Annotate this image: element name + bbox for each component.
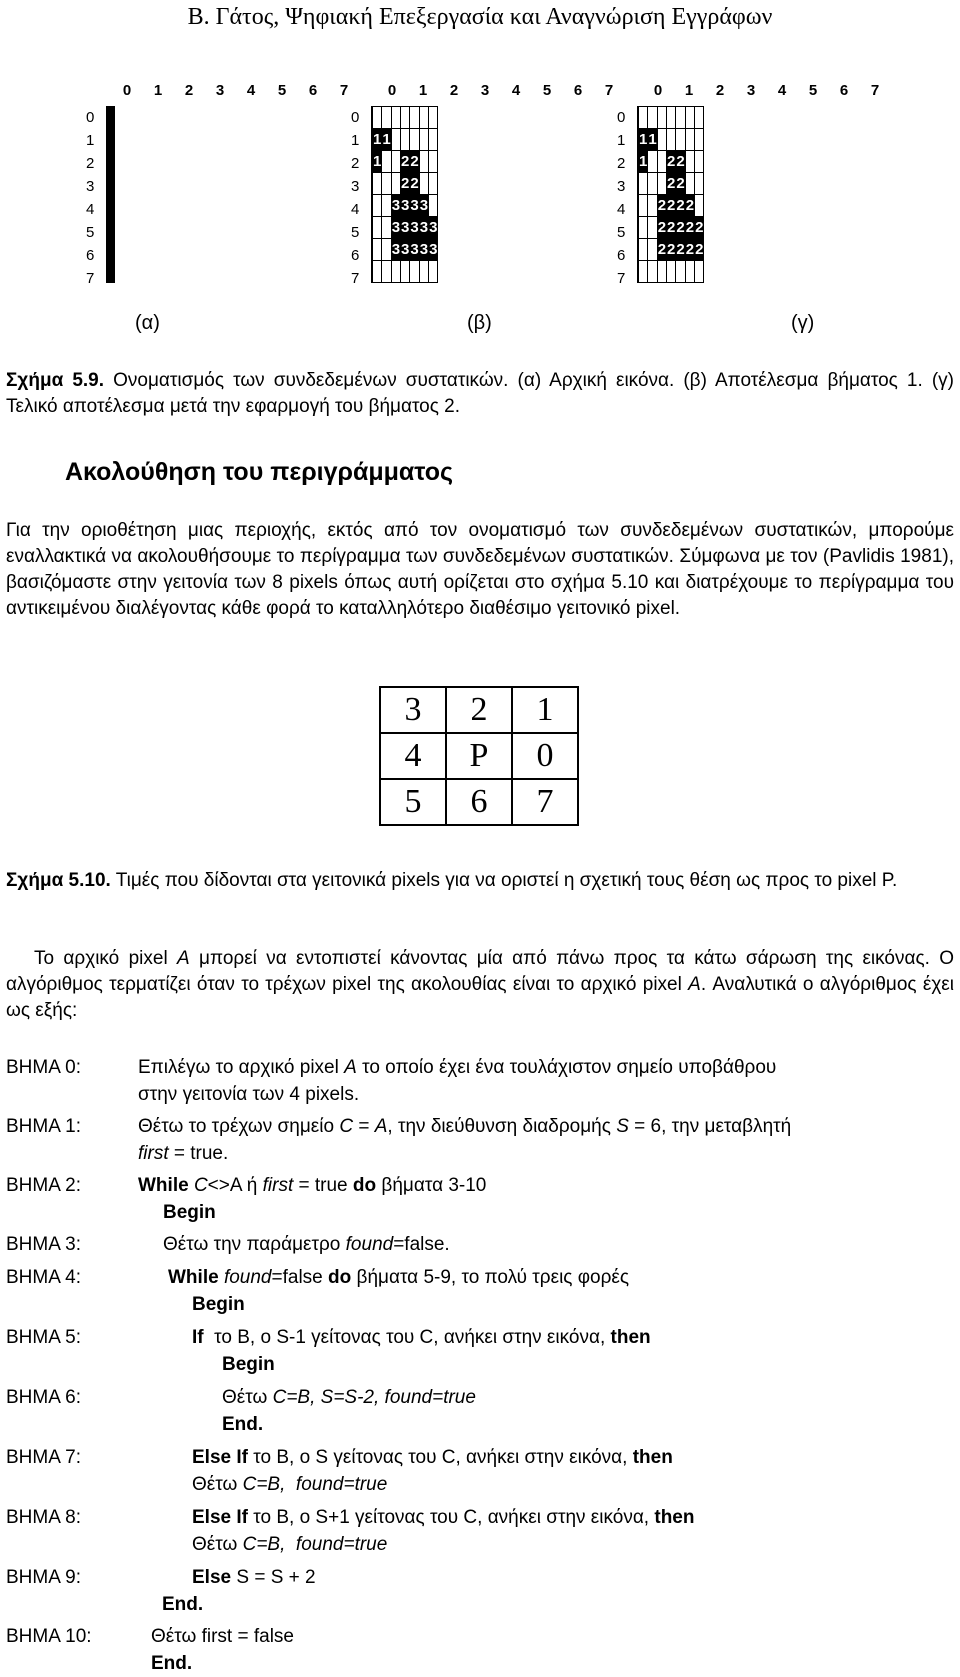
row-label: 2 [351, 155, 360, 172]
keyword: then [632, 1447, 673, 1468]
paragraph-2 [6, 946, 954, 1024]
pixel-cell [685, 151, 694, 173]
pixel-cell [373, 173, 382, 195]
pixel-cell: 3 [401, 195, 410, 217]
neighbor-cell: 1 [512, 687, 578, 733]
pixel-cell: 2 [410, 151, 419, 173]
pixel-grid [637, 106, 704, 283]
pixel-cell [429, 195, 438, 217]
row-label: 3 [86, 178, 95, 195]
row-label: 2 [86, 155, 95, 172]
pixel-cell [382, 107, 391, 129]
step-line [192, 1471, 956, 1498]
step-line [192, 1531, 956, 1558]
pixel-cell [429, 261, 438, 283]
step-text: Θέτω [222, 1387, 273, 1408]
step-text: το οποίο έχει ένα τουλάχιστον σημείο υποβάθρου [356, 1057, 777, 1078]
keyword: If [192, 1327, 204, 1348]
neighbor-table [379, 686, 579, 826]
step-line [138, 1172, 956, 1199]
step-var: found [218, 1267, 272, 1288]
pixel-cell [639, 173, 648, 195]
step-body [168, 1264, 956, 1318]
neighbor-cell: 6 [446, 779, 512, 825]
pixel-cell: 2 [685, 195, 694, 217]
pixel-cell [401, 107, 410, 129]
step-text: =false [271, 1267, 329, 1288]
pixel-cell [639, 261, 648, 283]
pixel-cell [382, 173, 391, 195]
step-line [222, 1384, 956, 1411]
pixel-cell: 2 [667, 217, 676, 239]
step-label: ΒΗΜΑ 10: [6, 1626, 92, 1647]
step-body [138, 1054, 956, 1108]
pixel-cell [639, 217, 648, 239]
pixel-cell [676, 261, 685, 283]
step-label: ΒΗΜΑ 0: [6, 1057, 81, 1078]
pixel-cell: 3 [401, 239, 410, 261]
figure-5-10-text: Τιμές που δίδονται στα γειτονικά pixels για να οριστεί η σχετική τους θέση ως προς το pixel P. [110, 870, 898, 891]
step-text: βήματα 3-10 [376, 1175, 487, 1196]
pixel-cell [114, 129, 115, 151]
step-body [192, 1444, 956, 1498]
keyword: do [328, 1267, 352, 1288]
step-var: C=B, found=true [242, 1474, 388, 1495]
pixel-grid [106, 106, 115, 283]
pixel-cell [648, 107, 657, 129]
pixel-cell [391, 261, 400, 283]
pixel-cell [401, 261, 410, 283]
row-label: 4 [617, 201, 626, 218]
step-var: S [616, 1116, 629, 1137]
column-label: 5 [277, 82, 287, 99]
step-text: το B, ο S-1 γείτονας του C, ανήκει στην εικόνα, [203, 1327, 611, 1348]
pixel-cell [373, 261, 382, 283]
step-body [138, 1113, 956, 1167]
paragraph-2-text: . Αναλυτικά ο αλγόριθμος έχει ως εξής: [6, 974, 954, 1021]
step-text: , την διεύθυνση διαδρομής [387, 1116, 617, 1137]
keyword: End. [151, 1653, 193, 1674]
keyword: Begin [163, 1202, 216, 1223]
grid-captions [0, 312, 960, 338]
step-var: first [262, 1175, 294, 1196]
row-label: 0 [86, 109, 95, 126]
figure-5-10-caption [6, 868, 954, 894]
pixel-cell [419, 261, 428, 283]
step-text: βήματα 5-9, το πολύ τρεις φορές [351, 1267, 630, 1288]
pixel-cell [695, 173, 704, 195]
step-text: S = S + 2 [231, 1567, 316, 1588]
neighbor-cell: 3 [380, 687, 446, 733]
keyword: End. [222, 1414, 264, 1435]
row-label: 6 [86, 247, 95, 264]
pixel-cell [695, 195, 704, 217]
pixel-cell: 2 [410, 173, 419, 195]
pixel-cell [648, 239, 657, 261]
step-var: C [188, 1175, 208, 1196]
pixel-grid [371, 106, 438, 283]
pixel-cell: 2 [685, 217, 694, 239]
pixel-cell [373, 195, 382, 217]
row-label: 1 [617, 132, 626, 149]
pixel-cell: 3 [401, 217, 410, 239]
pixel-cell [382, 261, 391, 283]
row-label: 6 [351, 247, 360, 264]
pixel-cell: 3 [419, 217, 428, 239]
step-label: ΒΗΜΑ 7: [6, 1447, 81, 1468]
pixel-cell: 2 [401, 151, 410, 173]
row-label: 5 [351, 224, 360, 241]
step-text: Θέτω το τρέχων σημείο [138, 1116, 340, 1137]
pixel-cell [382, 239, 391, 261]
pixel-cell [419, 107, 428, 129]
pixel-cell [648, 217, 657, 239]
column-label: 0 [387, 82, 397, 99]
column-label: 2 [184, 82, 194, 99]
pixel-cell [382, 217, 391, 239]
pixel-cell: 2 [667, 239, 676, 261]
pixel-cell: 1 [373, 129, 382, 151]
pixel-cell [419, 129, 428, 151]
page-header: Β. Γάτος, Ψηφιακή Επεξεργασία και Αναγνώριση Εγγράφων [187, 4, 773, 30]
column-label: 6 [839, 82, 849, 99]
row-label: 3 [617, 178, 626, 195]
column-label: 7 [870, 82, 880, 99]
step-var: C=B, found=true [242, 1534, 388, 1555]
step-body [138, 1172, 956, 1226]
step-text: Θέτω την παράμετρο [163, 1234, 346, 1255]
step-body [163, 1231, 956, 1258]
pixel-cell: 1 [639, 129, 648, 151]
keyword: End. [162, 1594, 204, 1615]
column-label: 4 [777, 82, 787, 99]
column-label: 5 [542, 82, 552, 99]
column-label: 7 [339, 82, 349, 99]
pixel-cell [639, 239, 648, 261]
step-line: Θέτω first = false [151, 1626, 294, 1647]
neighbor-cell: P [446, 733, 512, 779]
pixel-cell [391, 151, 400, 173]
step-text: = [353, 1116, 375, 1137]
pixel-cell: 2 [676, 151, 685, 173]
column-label: 6 [308, 82, 318, 99]
row-label: 1 [351, 132, 360, 149]
pixel-cell [114, 261, 115, 283]
column-label: 0 [653, 82, 663, 99]
pixel-cell: 1 [648, 129, 657, 151]
row-label: 2 [617, 155, 626, 172]
paragraph-2-text: Το αρχικό pixel [34, 948, 178, 969]
pixel-cell [695, 129, 704, 151]
pixel-cell [429, 151, 438, 173]
pixel-cell [676, 107, 685, 129]
figure-5-9-text: Ονοματισμός των συνδεδεμένων συστατικών. (α) Αρχική εικόνα. (β) Αποτέλεσμα βήματος 1. (γ) Τελικό αποτέλεσμα μετά την εφαρμογή του βήματος 2. [6, 370, 954, 417]
column-label: 0 [122, 82, 132, 99]
column-label: 7 [604, 82, 614, 99]
pixel-cell: 3 [429, 217, 438, 239]
pixel-cell: 2 [695, 239, 704, 261]
pixel-cell: 2 [401, 173, 410, 195]
caption-a: (α) [135, 312, 160, 334]
figure-5-10-label: Σχήμα 5.10. [6, 870, 111, 891]
column-label: 1 [684, 82, 694, 99]
step-text: το B, ο S γείτονας του C, ανήκει στην εικόνα, [247, 1447, 633, 1468]
step-line [138, 1140, 956, 1167]
pixel-cell [382, 195, 391, 217]
step-label: ΒΗΜΑ 6: [6, 1387, 81, 1408]
row-label: 7 [617, 270, 626, 287]
pixel-cell [657, 173, 666, 195]
pixel-cell [695, 107, 704, 129]
pixel-cell [382, 151, 391, 173]
pixel-cell: 2 [676, 195, 685, 217]
step-label: ΒΗΜΑ 4: [6, 1267, 81, 1288]
row-label: 0 [351, 109, 360, 126]
neighbor-cell: 7 [512, 779, 578, 825]
step-line [192, 1324, 956, 1351]
paragraph-1: Για την οριοθέτηση μιας περιοχής, εκτός από τον ονοματισμό των συνδεδεμένων συστατικών, μπορούμε εναλλακτικά να ακολουθήσουμε το περίγραμμα των συνδεδεμένων συστατικών. Σύμφωνα με τον (Pavlidis 1981), βασιζόμαστε στην γειτονία των 8 pixels όπως αυτή ορίζεται στο σχήμα 5.10 και διατρέχουμε το περίγραμμα του αντικειμένου διαλέγοντας κάθε φορά το καταλληλότερο διαθέσιμο γειτονικό pixel. [6, 520, 954, 619]
row-label: 1 [86, 132, 95, 149]
pixel-cell [657, 129, 666, 151]
step-text: = 6, την μεταβλητή [628, 1116, 792, 1137]
pixel-cell [676, 129, 685, 151]
pixel-cell [429, 129, 438, 151]
pixel-cell [695, 261, 704, 283]
pixel-cell: 2 [657, 217, 666, 239]
figure-5-9-label: Σχήμα 5.9. [6, 370, 105, 391]
pixel-cell [685, 129, 694, 151]
row-label: 0 [617, 109, 626, 126]
keyword: do [352, 1175, 377, 1196]
pixel-cell: 2 [695, 217, 704, 239]
figure-5-9-caption [6, 368, 954, 420]
pixel-cell [391, 129, 400, 151]
figure-5-9-grids [0, 84, 960, 294]
row-label: 3 [351, 178, 360, 195]
column-label: 2 [449, 82, 459, 99]
pixel-cell [410, 107, 419, 129]
pixel-cell [419, 173, 428, 195]
pixel-cell [695, 151, 704, 173]
pixel-cell [648, 173, 657, 195]
step-var: first [138, 1143, 169, 1164]
column-label: 2 [715, 82, 725, 99]
step-text: Επιλέγω το αρχικό pixel [138, 1057, 345, 1078]
step-label: ΒΗΜΑ 9: [6, 1567, 81, 1588]
step-body [192, 1504, 956, 1558]
pixel-cell [373, 217, 382, 239]
keyword: Begin [192, 1294, 245, 1315]
pixel-cell [114, 217, 115, 239]
pixel-cell [114, 151, 115, 173]
pixel-cell: 3 [391, 195, 400, 217]
step-text: =false. [393, 1234, 450, 1255]
step-var: C=B, S=S-2, found=true [272, 1387, 476, 1408]
step-line [192, 1504, 956, 1531]
step-var: C [339, 1116, 354, 1137]
step-text: = true [293, 1175, 353, 1196]
step-var: A [374, 1116, 388, 1137]
pixel-cell: 3 [391, 239, 400, 261]
keyword: then [610, 1327, 651, 1348]
paragraph-2-text: μπορεί να εντοπιστεί κάνοντας μία από πάνω προς τα κάτω σάρωση της εικόνας. Ο αλγόριθμος τερματίζει όταν το τρέχων pixel της ακολουθίας είναι το αρχικό pixel [6, 948, 955, 995]
step-line: στην γειτονία των 4 pixels. [138, 1084, 360, 1105]
keyword: While [138, 1175, 189, 1196]
pixel-cell: 2 [676, 173, 685, 195]
step-body [162, 1564, 956, 1618]
pixel-cell [429, 107, 438, 129]
step-var: A [344, 1057, 357, 1078]
step-label: ΒΗΜΑ 1: [6, 1116, 81, 1137]
pixel-cell [685, 107, 694, 129]
step-text: = true. [168, 1143, 229, 1164]
row-label: 6 [617, 247, 626, 264]
pixel-cell: 3 [410, 239, 419, 261]
pixel-cell [429, 173, 438, 195]
column-label: 3 [746, 82, 756, 99]
column-label: 1 [418, 82, 428, 99]
keyword: Begin [222, 1354, 275, 1375]
column-label: 5 [808, 82, 818, 99]
column-label: 3 [215, 82, 225, 99]
step-body [151, 1623, 956, 1677]
step-text: το B, ο S+1 γείτονας του C, ανήκει στην εικόνα, [247, 1507, 655, 1528]
step-label: ΒΗΜΑ 8: [6, 1507, 81, 1528]
pixel-cell: 1 [373, 151, 382, 173]
pixel-cell [410, 129, 419, 151]
step-body [222, 1384, 956, 1438]
step-label: ΒΗΜΑ 3: [6, 1234, 81, 1255]
row-label: 4 [86, 201, 95, 218]
pixel-cell: 3 [429, 239, 438, 261]
neighbor-cell: 0 [512, 733, 578, 779]
pixel-cell [419, 151, 428, 173]
pixel-cell: 2 [657, 239, 666, 261]
pixel-cell: 3 [410, 217, 419, 239]
column-label: 1 [153, 82, 163, 99]
pixel-cell [639, 107, 648, 129]
pixel-cell: 2 [657, 195, 666, 217]
keyword: Else If [192, 1447, 248, 1468]
pixel-cell [114, 173, 115, 195]
pixel-cell [667, 129, 676, 151]
step-label: ΒΗΜΑ 2: [6, 1175, 81, 1196]
step-text: <>A ή [207, 1175, 263, 1196]
pixel-cell [401, 129, 410, 151]
step-line [192, 1564, 956, 1591]
pixel-cell [373, 239, 382, 261]
pixel-cell [114, 195, 115, 217]
pixel-cell: 3 [419, 195, 428, 217]
paragraph-2-var: A [688, 974, 701, 995]
pixel-cell: 2 [685, 239, 694, 261]
pixel-cell: 3 [391, 217, 400, 239]
caption-c: (γ) [791, 312, 815, 334]
pixel-cell [114, 239, 115, 261]
row-label: 5 [86, 224, 95, 241]
pixel-cell [639, 195, 648, 217]
pixel-cell: 1 [639, 151, 648, 173]
pixel-cell [657, 261, 666, 283]
neighbor-cell: 2 [446, 687, 512, 733]
pixel-cell [657, 107, 666, 129]
step-body [192, 1324, 956, 1378]
pixel-cell [391, 173, 400, 195]
pixel-cell: 2 [667, 173, 676, 195]
pixel-cell [114, 107, 115, 129]
step-line [168, 1264, 956, 1291]
pixel-cell: 2 [676, 239, 685, 261]
pixel-cell: 2 [676, 217, 685, 239]
step-text: Θέτω [192, 1474, 243, 1495]
step-line [138, 1054, 956, 1081]
keyword: Else If [192, 1507, 248, 1528]
pixel-cell [685, 261, 694, 283]
pixel-cell: 2 [667, 195, 676, 217]
pixel-cell [657, 151, 666, 173]
column-label: 6 [573, 82, 583, 99]
caption-b: (β) [467, 312, 492, 334]
row-label: 7 [351, 270, 360, 287]
pixel-cell: 2 [667, 151, 676, 173]
pixel-cell [685, 173, 694, 195]
keyword: While [168, 1267, 219, 1288]
neighbor-cell: 5 [380, 779, 446, 825]
step-line [138, 1113, 956, 1140]
column-label: 3 [480, 82, 490, 99]
pixel-cell: 3 [419, 239, 428, 261]
pixel-cell [373, 107, 382, 129]
row-label: 4 [351, 201, 360, 218]
step-var: found [345, 1234, 394, 1255]
section-title: Ακολούθηση του περιγράμματος [65, 458, 454, 486]
row-label: 7 [86, 270, 95, 287]
pixel-cell [648, 261, 657, 283]
pixel-cell: 3 [410, 195, 419, 217]
pixel-cell [667, 107, 676, 129]
pixel-cell [410, 261, 419, 283]
column-label: 4 [511, 82, 521, 99]
step-label: ΒΗΜΑ 5: [6, 1327, 81, 1348]
row-label: 5 [617, 224, 626, 241]
step-line [192, 1444, 956, 1471]
pixel-cell [667, 261, 676, 283]
keyword: Else [192, 1567, 232, 1588]
pixel-cell [648, 195, 657, 217]
step-text: Θέτω [192, 1534, 243, 1555]
keyword: then [654, 1507, 695, 1528]
paragraph-2-var: A [177, 948, 190, 969]
pixel-cell [391, 107, 400, 129]
column-label: 4 [246, 82, 256, 99]
pixel-cell [648, 151, 657, 173]
pixel-cell: 1 [382, 129, 391, 151]
neighbor-cell: 4 [380, 733, 446, 779]
